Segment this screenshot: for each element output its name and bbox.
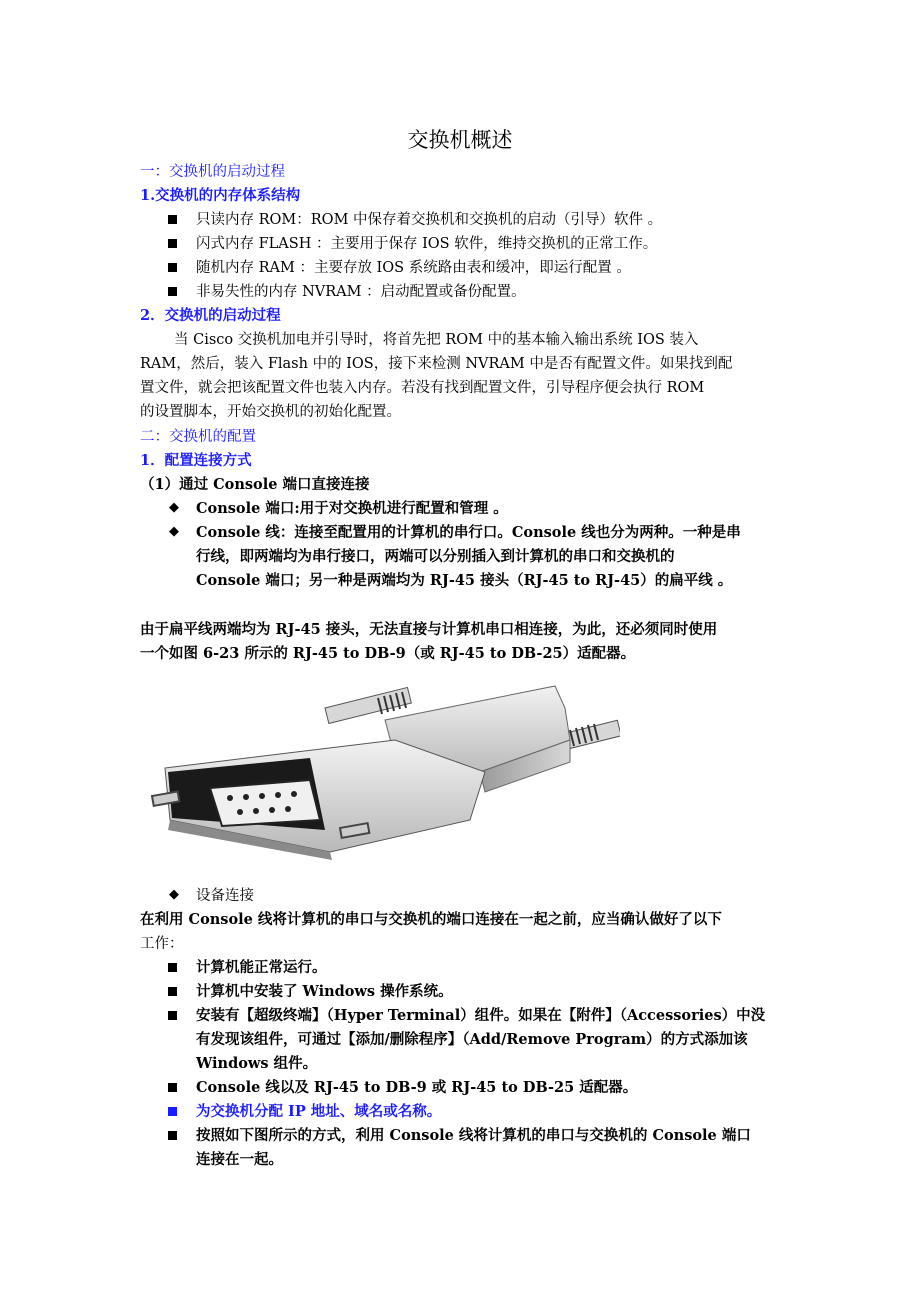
page-title: 交换机概述 [407,128,513,152]
paragraph-line: 当 Cisco 交换机加电并引导时，将首先把 ROM 中的基本输入输出系统 IOS 装入 [174,332,699,348]
section-1-heading: 一：交换机的启动过程 [140,164,285,180]
square-bullet-icon [168,1011,177,1020]
console-item-cont: 行线，即两端均为串行接口，两端可以分别插入到计算机的串口和交换机的 [196,548,675,565]
prep-item: 为交换机分配 IP 地址、域名或名称。 [196,1103,442,1120]
paragraph-line: 由于扁平线两端均为 RJ-45 接头，无法直接与计算机串口相连接，为此，还必须同时使用 [140,621,718,638]
console-item: Console 线：连接至配置用的计算机的串行口。Console 线也分为两种。一种是串 [196,524,741,541]
memory-item: 闪式内存 FLASH ：主要用于保存 IOS 软件，维持交换机的正常工作。 [196,236,658,252]
paragraph-line: 的设置脚本，开始交换机的初始化配置。 [140,404,401,420]
paragraph-line: RAM，然后，装入 Flash 中的 IOS，接下来检测 NVRAM 中是否有配置文件。如果找到配 [140,356,733,372]
paragraph-line: 置文件，就会把该配置文件也装入内存。若没有找到配置文件，引导程序便会执行 ROM [140,380,705,396]
console-item: Console 端口:用于对交换机进行配置和管理 。 [196,500,508,517]
square-bullet-icon [168,1131,177,1140]
prep-item-cont: Windows 组件。 [196,1055,318,1072]
square-bullet-icon [168,215,177,224]
prep-item: 安装有【超级终端】（Hyper Terminal）组件。如果在【附件】（Accessories）中没 [196,1007,766,1024]
section-2-heading: 二：交换机的配置 [140,429,256,445]
prep-item-cont: 有发现该组件，可通过【添加/删除程序】（Add/Remove Program）的方式添加该 [196,1031,748,1048]
console-item-cont: Console 端口；另一种是两端均为 RJ-45 接头（RJ-45 to RJ-45）的扁平线 。 [196,572,733,589]
paragraph-line: 在利用 Console 线将计算机的串口与交换机的端口连接在一起之前，应当确认做好了以下 [140,911,722,928]
diamond-bullet-icon: ◆ [169,887,179,902]
prep-item: 计算机中安装了 Windows 操作系统。 [196,983,453,1000]
square-bullet-icon [168,287,177,296]
memory-item: 只读内存 ROM：ROM 中保存着交换机和交换机的启动（引导）软件 。 [196,212,663,228]
rj45-to-db9-adapter-image [150,680,620,860]
section-1-1-heading: 1.交换机的内存体系结构 [140,187,301,204]
square-bullet-icon [168,987,177,996]
prep-item: Console 线以及 RJ-45 to DB-9 或 RJ-45 to DB-25 适配器。 [196,1079,638,1096]
diamond-bullet-icon: ◆ [169,500,179,515]
device-heading: 设备连接 [196,888,254,904]
square-bullet-icon [168,1107,177,1116]
section-1-2-heading: 2．交换机的启动过程 [140,307,281,324]
square-bullet-icon [168,963,177,972]
square-bullet-icon [168,1083,177,1092]
memory-item: 随机内存 RAM ：主要存放 IOS 系统路由表和缓冲，即运行配置 。 [196,260,631,276]
diamond-bullet-icon: ◆ [169,524,179,539]
section-2-1-heading: 1．配置连接方式 [140,452,252,469]
prep-item: 计算机能正常运行。 [196,959,327,976]
section-2-1-1-heading: （1）通过 Console 端口直接连接 [140,476,370,493]
prep-item: 按照如下图所示的方式，利用 Console 线将计算机的串口与交换机的 Console 端口 [196,1127,751,1144]
square-bullet-icon [168,263,177,272]
memory-item: 非易失性的内存 NVRAM ：启动配置或备份配置。 [196,284,526,300]
paragraph-line: 工作： [140,936,184,952]
prep-item-cont: 连接在一起。 [196,1151,283,1168]
paragraph-line: 一个如图 6-23 所示的 RJ-45 to DB-9（或 RJ-45 to DB-25）适配器。 [140,645,636,662]
square-bullet-icon [168,239,177,248]
